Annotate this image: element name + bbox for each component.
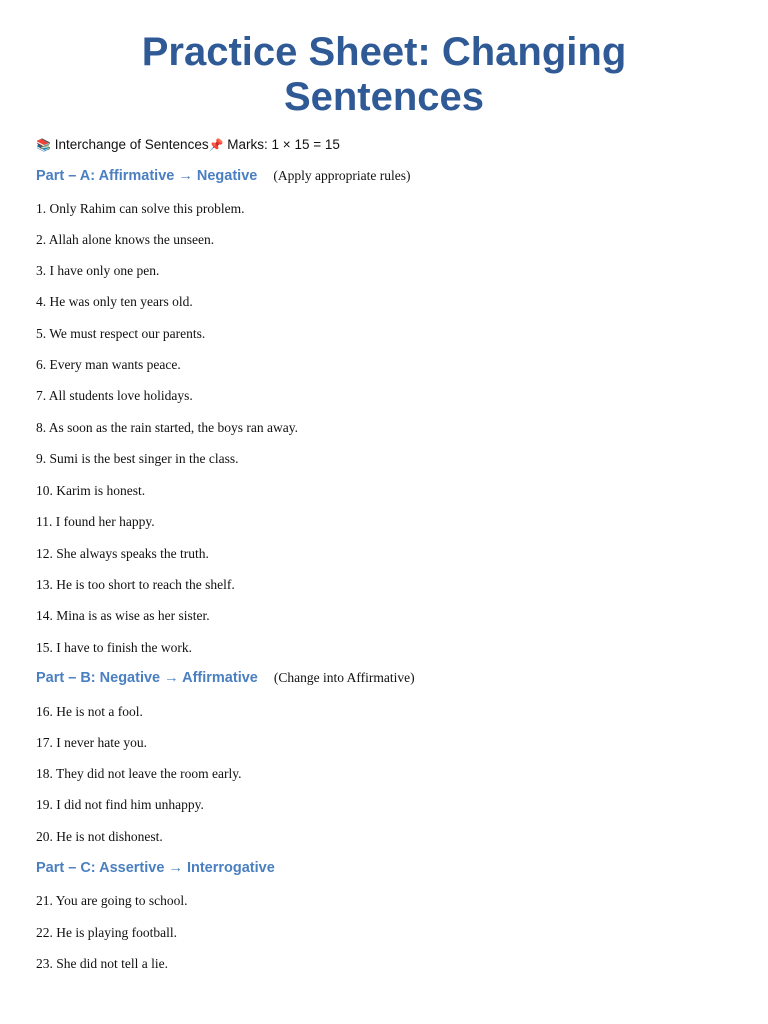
question-item: 10. Karim is honest. xyxy=(36,483,146,498)
question-item: 5. We must respect our parents. xyxy=(36,326,206,341)
part-c-heading xyxy=(36,858,275,878)
marks-line xyxy=(36,136,340,154)
question-item: 14. Mina is as wise as her sister. xyxy=(36,608,210,623)
question-item: 2. Allah alone knows the unseen. xyxy=(36,232,215,247)
part-b-title: Part – B: Negative → Affirmative xyxy=(36,670,258,686)
part-b-heading xyxy=(36,668,415,688)
title-line-2: Sentences xyxy=(283,75,485,119)
question-item: 7. All students love holidays. xyxy=(36,388,193,403)
question-item: 15. I have to finish the work. xyxy=(36,640,192,655)
part-a-title: Part – A: Affirmative → Negative xyxy=(36,168,258,184)
question-item: 8. As soon as the rain started, the boys ran away. xyxy=(36,420,298,435)
question-item: 13. He is too short to reach the shelf. xyxy=(36,577,235,592)
part-c-title: Part – C: Assertive → Interrogative xyxy=(36,860,275,876)
section-label: Interchange of Sentences xyxy=(54,137,209,152)
question-item: 4. He was only ten years old. xyxy=(36,294,193,309)
books-icon: 📚 xyxy=(36,138,51,152)
question-item: 18. They did not leave the room early. xyxy=(36,766,242,781)
question-item: 6. Every man wants peace. xyxy=(36,357,181,372)
question-item: 9. Sumi is the best singer in the class. xyxy=(36,451,239,466)
marks-text: Marks: 1 × 15 = 15 xyxy=(227,137,340,152)
question-item: 19. I did not find him unhappy. xyxy=(36,797,204,812)
question-item: 16. He is not a fool. xyxy=(36,704,143,719)
page-title xyxy=(0,30,768,120)
title-line-1: Practice Sheet: Changing xyxy=(141,30,627,74)
question-item: 3. I have only one pen. xyxy=(36,263,160,278)
question-item: 22. He is playing football. xyxy=(36,925,177,940)
part-a-heading xyxy=(36,166,411,186)
question-item: 11. I found her happy. xyxy=(36,514,155,529)
part-a-note: (Apply appropriate rules) xyxy=(273,168,411,183)
question-item: 23. She did not tell a lie. xyxy=(36,956,168,971)
pushpin-icon: 📌 xyxy=(208,138,224,152)
question-item: 1. Only Rahim can solve this problem. xyxy=(36,201,245,216)
part-b-note: (Change into Affirmative) xyxy=(273,670,415,685)
question-item: 17. I never hate you. xyxy=(36,735,147,750)
question-item: 21. You are going to school. xyxy=(36,893,188,908)
question-item: 12. She always speaks the truth. xyxy=(36,546,209,561)
question-item: 20. He is not dishonest. xyxy=(36,829,163,844)
